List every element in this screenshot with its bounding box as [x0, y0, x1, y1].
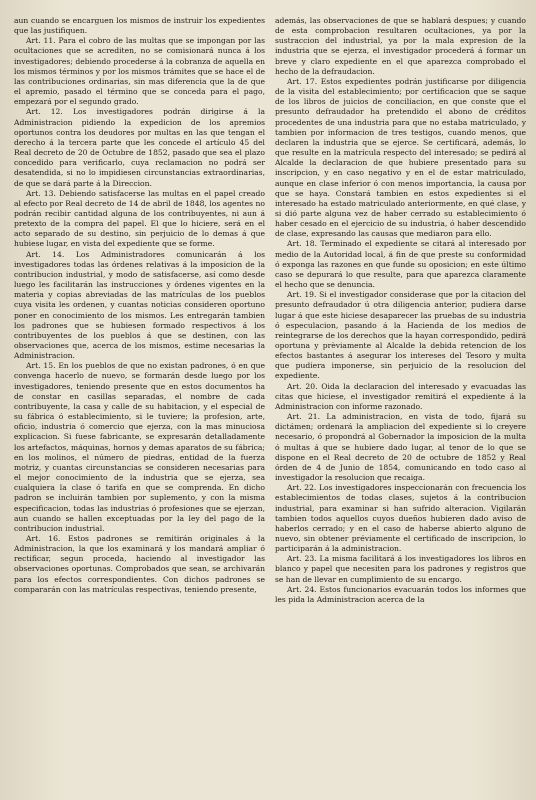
right-column	[275, 16, 526, 794]
article-21: Art. 21. La administracion, en vista de todo, fijará su dictámen; ordenará la ampliacion del expediente si lo creyere necesario, ó propondrá al Gobernador la imposicion de la multa ó multas á que se hubiere dado lugar, al tenor de lo que se dispone en el Real decreto de 20 de octubre de 1852 y Real órden de 4 de Junio de 1854, comunicando en todo caso al investigador la resolucion que recaiga.	[275, 412, 526, 483]
left-column	[14, 16, 265, 794]
article-19: Art. 19. Si el investigador considerase que por la citacion del presunto defraudador ú otra diligencia anterior, pudiera darse lugar á que este hiciese desaparecer las pruebas de su industria ó especulacion, pasando á la Hacienda de los medios de reintegrarse de los derechos que la hayan correspondido, pedirá oportuna y prèviamente al Alcalde la debida retencion de los efectos bastantes á asegurar los intereses del Tesoro y multa que pudiera imponerse, sin perjuicio de la resolucion del expediente.	[275, 290, 526, 381]
paragraph: además, las observaciones de que se hablará despues; y cuando de esta comprobacion resultaren ocultaciones, ya por la sustraccion del industrial, ya por la mala expresion de la industria que se ejerza, el investigador procederá á formar un breve y claro expediente en el que aparezca comprobado el hecho de la defraudacion.	[275, 16, 526, 76]
article-16: Art. 16. Estos padrones se remitirán originales á la Administracion, la que los examinará y los mandará ampliar ó rectificar, segun proceda, haciendo al investigador las observaciones oportunas. Comprobados que sean, se archivarán para los efectos correspondientes. Con dichos padrones se compararán con las matrículas respectivas, teniendo presente,	[14, 533, 265, 594]
article-11: Art. 11. Para el cobro de las multas que se impongan por las ocultaciones que se acrediten, no se comisionará nunca á los investigadores; debiendo procederse á la cobranza de aquella en los mismos términos y por los mismos trámites que se hace el de las contribuciones ordinarias, sin mas diferencia que la de que el apremio, pasado el término que se conceda para el pago, empezará por el segundo grado.	[14, 36, 265, 107]
article-15: Art. 15. En los pueblos de que no existan padrones, ó en que convenga hacerlo de nuevo, se formarán desde luego por los investigadores, teniendo presente que en estos documentos ha de constar en casillas separadas, el nombre de cada contribuyente, la casa y calle de su habitacion, y el especial de su fábrica ó establecimiento, si le tuviere; la profesion, arte, oficio, industria ó comercio que ejerza, con la mas minuciosa explicacion. Si fuese fabricante, se expresarán detalladamente los artefactos, máquinas, hornos y demas aparatos de su fábrica; en los molinos, el número de piedras, entidad de la fuerza motriz, y cuantas circunstancias se consideren necesarias para el mejor conocimiento de la industria que se ejerza, sea cualquiera la clase ó tarifa en que se comprenda. En dicho padron se incluirán tambien por suplemento, y con la misma especificacion, todas las industrias ó profesiones que se ejerzan, aun cuando se hallen exceptuadas por la ley del pago de la contribucion industrial.	[14, 361, 265, 533]
article-22: Art. 22. Los investigadores inspeccionarán con frecuencia los establecimientos de todas clases, sujetos á la contribucion industrial, para examinar si han sufrido alteracion. Vigilarán tambien todos aquellos cuyos dueños hubieren dado aviso de haberlos cerrado; y en el caso de haberse abierto alguno de nuevo, sin obtener préviamente el certificado de inscripcion, lo participarán á la administracion.	[275, 483, 526, 554]
article-14: Art. 14. Los Administradores comunicarán á los investigadores todas las órdenes relativas á la imposicion de la contribucion industrial, y modo de satisfacerse, así como desde luego les facilitarán las instrucciones y órdenes vigentes en la materia y copias abreviadas de las matrículas de los pueblos cuya visita les ordenen, y cuantas noticias consideren oportuno poner en conocimiento de los mismos. Les entregarán tambien los padrones que se hubiesen formado respectivos á los contribuyentes de los pueblos á que se destinen, con las observaciones que, acerca de los mismos, estime necesarias la Administracion.	[14, 249, 265, 361]
article-20: Art. 20. Oida la declaracion del interesado y evacuadas las citas que hiciese, el investigador remitirá el expediente á la Administracion con informe razonado.	[275, 381, 526, 411]
text-columns	[14, 16, 526, 794]
article-13: Art. 13. Debiendo satisfacerse las multas en el papel creado al efecto por Real decreto de 14 de abril de 1848, los agentes no podrán recibir cantidad alguna de los contribuyentes, ni aun á pretexto de la compra del papel. El que lo hiciere, será en el acto separado de su destino, sin perjuicio de lo demas á que hubiese lugar, en vista del expediente que se forme.	[14, 188, 265, 249]
article-18: Art. 18. Terminado el expediente se citará al interesado por medio de la Autoridad local, á fin de que preste su conformidad ó exponga las razones en que funde su oposicion; en este último caso se depurará lo que resulte, para que aparezca claramente el hecho que se denuncia.	[275, 239, 526, 290]
article-17: Art. 17. Estos expedientes podrán justificarse por diligencia de la visita del establecimiento; por certificacion que se saque de los libros de juicios de conciliacion, en que conste que el presunto defraudador ha pretendido el abono de créditos procedentes de una industria para que no estaba matriculado, y tambien por informacion de tres testigos, cuando menos, que declaren la industria que se ejerce. Se certificará, además, lo que resulte en la matrícula respecto del interesado; se pedirá al Alcalde la declaracion de que hubiere presentado para su inscripcion, y en caso negativo y en el de estar matriculado, aunque en clase inferior ó con menos importancia, la causa por que se haya. Constará tambien en estos expedientes si el interesado ha estado matriculado anteriormente, en qué clase, y si dió parte alguna vez de haber cerrado su establecimiento ó haber cesado en el ejercicio de su industria, ó haber descendido de clase, expresando las causas que mediaron para ello.	[275, 76, 526, 239]
article-24: Art. 24. Estos funcionarios evacuarán todos los informes que les pida la Administracion acerca de la	[275, 584, 526, 604]
article-23: Art. 23. La misma facilitará á los investigadores los libros en blanco y papel que necesiten para los padrones y registros que se han de llevar en cumplimiento de su encargo.	[275, 554, 526, 584]
article-12: Art. 12. Los investigadores podrán dirigirse á la Administracion pidiendo la expedicion de los apremios oportunos contra los deudores por multas en las que tengan el derecho á la tercera parte que les concede el artículo 45 del Real decreto de 20 de Octubre de 1852, pasado que sea el plazo concedido para verificarlo, cuya reclamacion no podrá ser desatendida, si no lo impidiesen circunstancias extraordinarias, de que se dará parte á la Direccion.	[14, 107, 265, 188]
paragraph: aun cuando se encarguen los mismos de instruir los expedientes que las justifiquen.	[14, 16, 265, 36]
